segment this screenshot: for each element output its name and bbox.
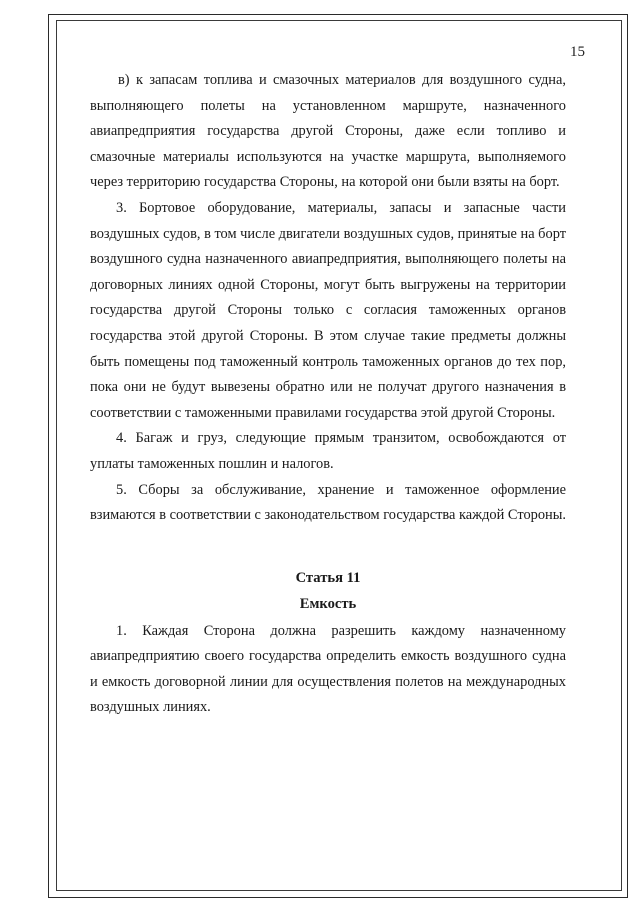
- paragraph-v-fuel-supplies: в) к запасам топлива и смазочных материалов для воздушного судна, выполняющего полеты на установленном маршруте, назначенного авиапредприятия государства другой Стороны, даже если топливо и смазочные материалы используются на участке маршрута, выполняемого через территорию государства Стороны, на которой они были взяты на борт.: [90, 72, 566, 191]
- paragraph-3-onboard-equipment: 3. Бортовое оборудование, материалы, запасы и запасные части воздушных судов, в том числе двигатели воздушных судов, принятые на борт воздушного судна назначенного авиапредприятия, выполняющего полеты на договорных линиях одной Стороны, могут быть выгружены на территории государства другой Стороны только с согласия таможенных органов государства этой другой Стороны. В этом случае такие предметы должны быть помещены под таможенный контроль таможенных органов до тех пор, пока они не будут вывезены обратно или не получат другого назначения в соответствии с таможенными правилами государства этой другой Стороны.: [90, 199, 566, 421]
- document-body: [90, 68, 566, 721]
- article-11-section: [90, 565, 566, 617]
- article-subtitle: Емкость: [299, 595, 357, 612]
- page-number: 15: [570, 44, 585, 60]
- article-title: Статья 11: [295, 569, 361, 586]
- article-11-paragraph-1: 1. Каждая Сторона должна разрешить каждому назначенному авиапредприятию своего государства определить емкость воздушного судна и емкость договорной линии для осуществления полетов на международных воздушных линиях.: [90, 622, 566, 716]
- paragraph-4-baggage-transit: 4. Багаж и груз, следующие прямым транзитом, освобождаются от уплаты таможенных пошлин и налогов.: [90, 430, 566, 472]
- paragraph-5-service-fees: 5. Сборы за обслуживание, хранение и таможенное оформление взимаются в соответствии с законодательством государства каждой Стороны.: [90, 481, 566, 524]
